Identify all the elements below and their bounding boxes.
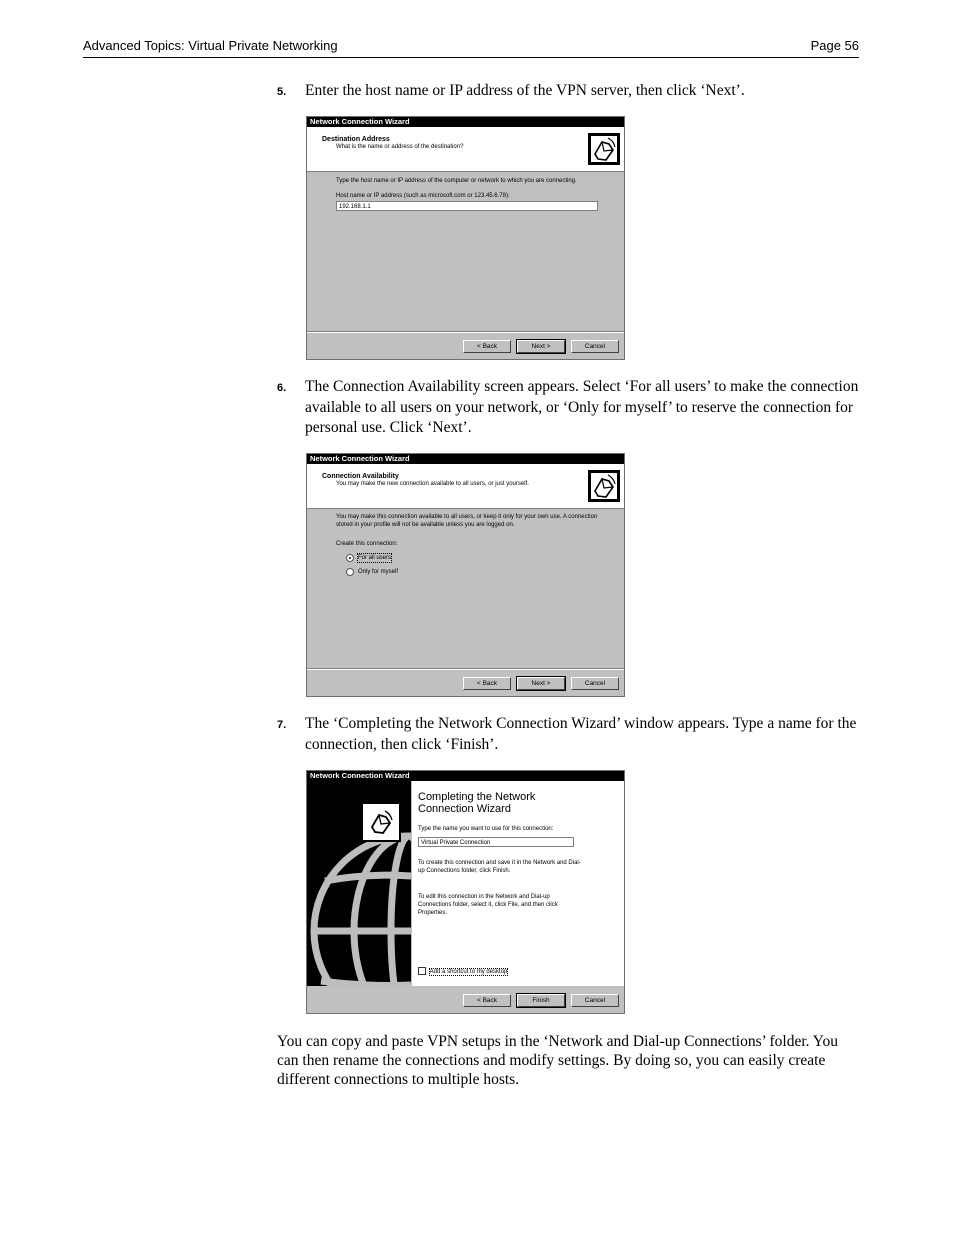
button-row <box>463 340 619 353</box>
back-button[interactable]: < Back <box>463 994 511 1007</box>
finish-instruction: To create this connection and save it in the Network and Dial-up Connections folder, click Finish. <box>418 860 581 874</box>
radio-only-for-myself[interactable] <box>346 568 599 576</box>
step-number-6: 6. <box>277 382 287 394</box>
dialog-instruction: Type the host name or IP address of the computer or network to which you are connecting. <box>336 178 577 184</box>
desktop-shortcut-checkbox[interactable] <box>418 967 614 976</box>
cancel-button[interactable]: Cancel <box>571 677 619 690</box>
host-field-label: Host name or IP address (such as microsoft.com or 123.45.6.78): <box>336 193 510 199</box>
destination-address-dialog <box>306 116 625 360</box>
radio-selected-icon[interactable] <box>346 554 354 562</box>
radio-label: For all users <box>358 555 392 561</box>
radio-unselected-icon[interactable] <box>346 568 354 576</box>
dialog-header <box>307 127 624 172</box>
completion-heading: Completing the Network Connection Wizard <box>418 791 536 815</box>
button-separator <box>307 331 624 333</box>
step-text-5: Enter the host name or IP address of the VPN server, then click ‘Next’. <box>305 82 745 99</box>
step-text-6: The Connection Availability screen appears. Select ‘For all users’ to make the connection available to all users on your network, or ‘Only for myself’ to reserve the connection for personal use. Click ‘Next’. <box>305 378 859 436</box>
dialog-heading: Destination Address <box>322 136 390 143</box>
dialog-subheading: You may make the new connection available to all users, or just yourself. <box>336 481 529 487</box>
dialog-titlebar: Network Connection Wizard <box>307 454 624 464</box>
next-button[interactable]: Next > <box>517 677 565 690</box>
dialog-heading: Connection Availability <box>322 473 399 480</box>
checkbox-icon[interactable] <box>418 967 426 975</box>
network-wizard-icon <box>588 133 620 165</box>
back-button[interactable]: < Back <box>463 677 511 690</box>
running-header-section: Advanced Topics: Virtual Private Networking <box>83 38 338 53</box>
radio-label: Only for myself <box>358 569 399 575</box>
checkbox-label: Add a shortcut to my desktop <box>429 968 508 975</box>
cancel-button[interactable]: Cancel <box>571 994 619 1007</box>
completing-wizard-dialog <box>306 770 625 1014</box>
button-row <box>463 994 619 1007</box>
page-number: Page 56 <box>810 38 859 53</box>
dialog-titlebar: Network Connection Wizard <box>307 117 624 127</box>
step-text-7: The ‘Completing the Network Connection Wizard’ window appears. Type a name for the connection, then click ‘Finish’. <box>305 715 857 753</box>
network-wizard-icon <box>588 470 620 502</box>
completion-panel <box>412 781 624 986</box>
dialog-instruction: You may make this connection available to all users, or keep it only for your own use. A connection stored in your profile will not be available unless you are logged on. <box>336 514 598 528</box>
cancel-button[interactable]: Cancel <box>571 340 619 353</box>
next-button[interactable]: Next > <box>517 340 565 353</box>
connection-name-input[interactable]: Virtual Private Connection <box>418 837 574 847</box>
dialog-header <box>307 464 624 509</box>
closing-paragraph: You can copy and paste VPN setups in the ‘Network and Dial-up Connections’ folder. You can then rename the connections and modify settings. By doing so, you can easily create different connections to multiple hosts. <box>277 1033 838 1088</box>
radio-for-all-users[interactable] <box>346 554 599 562</box>
button-separator <box>307 668 624 670</box>
dialog-subheading: What is the name or address of the destination? <box>336 144 464 150</box>
edit-instruction: To edit this connection in the Network and Dial-up Connections folder, select it, click File, and then click Properties. <box>418 894 558 916</box>
header-rule <box>83 57 859 58</box>
finish-button[interactable]: Finish <box>517 994 565 1007</box>
create-connection-label: Create this connection: <box>336 541 398 547</box>
globe-graphic <box>307 781 411 986</box>
connection-name-label: Type the name you want to use for this connection: <box>418 826 554 832</box>
connection-availability-dialog <box>306 453 625 697</box>
host-name-input[interactable]: 192.168.1.1 <box>336 201 598 211</box>
back-button[interactable]: < Back <box>463 340 511 353</box>
dialog-titlebar: Network Connection Wizard <box>307 771 624 781</box>
step-number-7: 7. <box>277 719 287 731</box>
step-number-5: 5. <box>277 86 287 98</box>
button-row <box>463 677 619 690</box>
